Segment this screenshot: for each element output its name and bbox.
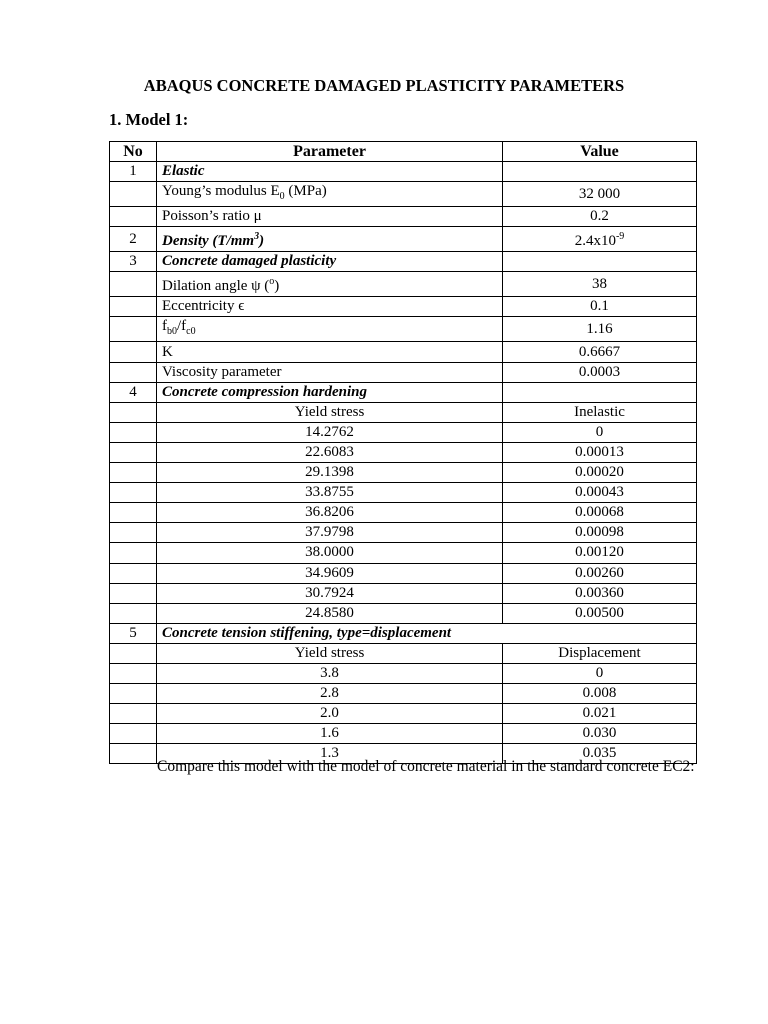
table-row	[110, 182, 697, 207]
value-k: 0.6667	[503, 342, 697, 362]
tension-displacement: 0	[503, 663, 697, 683]
table-header-row	[110, 142, 697, 162]
header-parameter: Parameter	[157, 142, 503, 162]
row-number: 3	[110, 252, 157, 272]
table-row	[110, 317, 697, 342]
group-label-compression: Concrete compression hardening	[157, 382, 503, 402]
compression-strain: 0.00260	[503, 563, 697, 583]
table-row	[110, 227, 697, 252]
table-row	[110, 503, 697, 523]
empty-cell	[110, 207, 157, 227]
parameters-table	[109, 141, 697, 764]
empty-cell	[110, 483, 157, 503]
compression-strain: 0	[503, 422, 697, 442]
value-poisson-ratio: 0.2	[503, 207, 697, 227]
empty-cell	[110, 503, 157, 523]
empty-cell	[110, 402, 157, 422]
table-row	[110, 272, 697, 297]
param-youngs-modulus: Young’s modulus $E_0$ (MPa)	[157, 182, 503, 207]
value-viscosity: 0.0003	[503, 362, 697, 382]
compression-strain: 0.00500	[503, 603, 697, 623]
table-row	[110, 422, 697, 442]
row-number: 2	[110, 227, 157, 252]
compression-stress: 30.7924	[157, 583, 503, 603]
table-row	[110, 684, 697, 704]
table-row	[110, 623, 697, 643]
table-row	[110, 483, 697, 503]
table-row	[110, 583, 697, 603]
param-dilation-angle: Dilation angle ψ ($^o$)	[157, 272, 503, 297]
empty-cell	[110, 463, 157, 483]
empty-cell	[110, 583, 157, 603]
compression-strain: 0.00068	[503, 503, 697, 523]
tension-displacement: 0.030	[503, 724, 697, 744]
compression-strain: 0.00013	[503, 442, 697, 462]
compression-stress: 14.2762	[157, 422, 503, 442]
param-fb0-fc0: $f_{b0}/f_{c0}$	[157, 317, 503, 342]
table-row	[110, 207, 697, 227]
compression-strain: 0.00120	[503, 543, 697, 563]
compression-stress: 29.1398	[157, 463, 503, 483]
table-row	[110, 362, 697, 382]
table-row	[110, 162, 697, 182]
table-row	[110, 523, 697, 543]
table-row	[110, 704, 697, 724]
comparison-text: Compare this model with the model of concrete material in the standard concrete EC2:	[157, 758, 695, 775]
tension-stress: 2.8	[157, 684, 503, 704]
empty-cell	[110, 684, 157, 704]
table-row	[110, 643, 697, 663]
tension-stress: 1.3	[157, 744, 503, 764]
param-viscosity: Viscosity parameter	[157, 362, 503, 382]
tension-col-yield-stress: Yield stress	[157, 643, 503, 663]
param-eccentricity: Eccentricity ϵ	[157, 297, 503, 317]
compression-stress: 38.0000	[157, 543, 503, 563]
table-row	[110, 252, 697, 272]
empty-cell	[110, 362, 157, 382]
empty-cell	[110, 442, 157, 462]
compression-strain: 0.00043	[503, 483, 697, 503]
table-row	[110, 563, 697, 583]
tension-stress: 2.0	[157, 704, 503, 724]
section-heading: 1. Model 1:	[109, 110, 189, 129]
empty-cell	[110, 342, 157, 362]
value-density: $2.4x10^{-9}$	[503, 227, 697, 252]
table-row	[110, 663, 697, 683]
group-label-tension: Concrete tension stiffening, type=displacement	[157, 623, 697, 643]
compression-strain: 0.00020	[503, 463, 697, 483]
empty-cell	[110, 272, 157, 297]
compression-strain: 0.00098	[503, 523, 697, 543]
empty-cell	[110, 563, 157, 583]
empty-cell	[110, 724, 157, 744]
comparison-paragraph	[109, 753, 696, 781]
table-row	[110, 463, 697, 483]
empty-cell	[110, 523, 157, 543]
param-poisson-ratio: Poisson’s ratio μ	[157, 207, 503, 227]
row-number: 5	[110, 623, 157, 643]
table-row	[110, 724, 697, 744]
value-fb0-fc0: 1.16	[503, 317, 697, 342]
tension-stress: 3.8	[157, 663, 503, 683]
table-row	[110, 342, 697, 362]
group-label-cdp: Concrete damaged plasticity	[157, 252, 503, 272]
tension-col-displacement: Displacement	[503, 643, 697, 663]
header-value: Value	[503, 142, 697, 162]
empty-cell	[110, 422, 157, 442]
page-title: ABAQUS CONCRETE DAMAGED PLASTICITY PARAMETERS	[143, 76, 625, 95]
tension-displacement: 0.021	[503, 704, 697, 724]
empty-cell	[110, 543, 157, 563]
tension-stress: 1.6	[157, 724, 503, 744]
table-row	[110, 442, 697, 462]
compression-col-inelastic: Inelastic	[503, 402, 697, 422]
tension-displacement: 0.008	[503, 684, 697, 704]
table-row	[110, 543, 697, 563]
row-number: 4	[110, 382, 157, 402]
table-row	[110, 603, 697, 623]
compression-stress: 34.9609	[157, 563, 503, 583]
empty-cell	[503, 382, 697, 402]
empty-cell	[110, 317, 157, 342]
empty-cell	[110, 643, 157, 663]
compression-stress: 37.9798	[157, 523, 503, 543]
value-dilation-angle: 38	[503, 272, 697, 297]
empty-cell	[110, 182, 157, 207]
table-row	[110, 382, 697, 402]
compression-stress: 22.6083	[157, 442, 503, 462]
group-label-elastic: Elastic	[157, 162, 503, 182]
compression-strain: 0.00360	[503, 583, 697, 603]
empty-cell	[110, 704, 157, 724]
param-k: K	[157, 342, 503, 362]
table-row	[110, 297, 697, 317]
compression-stress: 33.8755	[157, 483, 503, 503]
empty-cell	[503, 162, 697, 182]
compression-stress: 36.8206	[157, 503, 503, 523]
empty-cell	[503, 252, 697, 272]
empty-cell	[110, 663, 157, 683]
header-no: No	[110, 142, 157, 162]
compression-stress: 24.8580	[157, 603, 503, 623]
table-row	[110, 402, 697, 422]
value-youngs-modulus: 32 000	[503, 182, 697, 207]
tension-displacement: 0.035	[503, 744, 697, 764]
compression-col-yield-stress: Yield stress	[157, 402, 503, 422]
empty-cell	[110, 297, 157, 317]
value-eccentricity: 0.1	[503, 297, 697, 317]
row-number: 1	[110, 162, 157, 182]
group-label-density: Density $(T/mm^3)$	[157, 227, 503, 252]
empty-cell	[110, 603, 157, 623]
